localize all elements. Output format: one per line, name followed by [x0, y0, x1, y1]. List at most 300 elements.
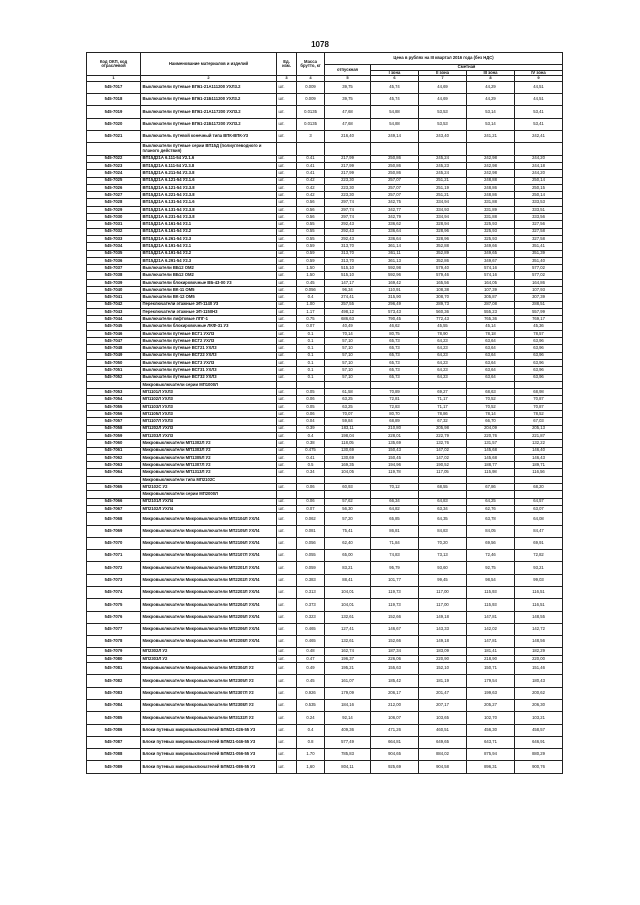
mass-cell: 1.17 [297, 308, 325, 315]
table-row [87, 712, 563, 724]
zone-1-price-cell: 54,88 [371, 118, 419, 130]
table-row [87, 574, 563, 586]
zone-1-price-cell: 46,62 [371, 323, 419, 330]
zone-3-price-cell: 53,14 [467, 118, 515, 130]
release-price-cell: 57,62 [325, 498, 371, 505]
mass-cell: 0.34 [297, 469, 325, 476]
release-price-cell: 57,20 [325, 513, 371, 525]
item-code-cell: 545-7088 [87, 749, 141, 761]
zone-4-price-cell: 53,41 [515, 118, 563, 130]
unit-cell: шт. [277, 761, 297, 773]
table-row [87, 81, 563, 93]
zone-4-price-cell: 44,51 [515, 81, 563, 93]
zone-2-price-cell: 251,21 [419, 177, 467, 184]
release-price-cell: 313,70 [325, 250, 371, 257]
zone-3-price-cell: 331,88 [467, 199, 515, 206]
mass-cell: 0.41 [297, 170, 325, 177]
release-price-cell: 57,10 [325, 352, 371, 359]
table-row [87, 761, 563, 773]
zone-4-price-cell: 93,21 [515, 562, 563, 574]
table-row [87, 389, 563, 396]
release-price-cell: 130,69 [325, 447, 371, 454]
unit-cell: шт. [277, 323, 297, 330]
release-price-cell: 92,14 [325, 712, 371, 724]
header-code: Код ОКП, код отраслевой [87, 53, 141, 76]
table-row [87, 403, 563, 410]
item-code-cell: 545-7048 [87, 345, 141, 352]
table-row [87, 749, 563, 761]
table-row [87, 562, 563, 574]
mass-cell: 0.49 [297, 663, 325, 675]
zone-4-price-cell: 78,52 [515, 411, 563, 418]
release-price-cell: 39,75 [325, 81, 371, 93]
zone-3-price-cell: 92,75 [467, 562, 515, 574]
zone-1-price-cell: 80,75 [371, 330, 419, 337]
zone-1-price-cell: 74,83 [371, 550, 419, 562]
unit-cell: шт. [277, 403, 297, 410]
release-price-cell: 274,41 [325, 294, 371, 301]
table-row [87, 184, 563, 191]
mass-cell: 0.45 [297, 279, 325, 286]
zone-1-price-cell: 106,07 [371, 712, 419, 724]
mass-cell: 0.313 [297, 586, 325, 598]
zone-4-price-cell [515, 381, 563, 388]
zone-1-price-cell: 664,81 [371, 736, 419, 748]
item-name-cell: ВП15Д21А 6.221-54 У2.3.8 [141, 192, 277, 199]
zone-3-price-cell: 220,76 [467, 432, 515, 439]
zone-2-price-cell: 884,02 [419, 749, 467, 761]
table-row [87, 265, 563, 272]
item-name-cell: Выключатели путевые ВСГ3 УХЛ3 [141, 359, 277, 366]
zone-1-price-cell: 226,06 [371, 655, 419, 662]
release-price-cell: 130,69 [325, 454, 371, 461]
release-price-cell: 65,00 [325, 550, 371, 562]
release-price-cell: 104,05 [325, 469, 371, 476]
zone-4-price-cell: 577,02 [515, 272, 563, 279]
zone-2-price-cell: 334,93 [419, 206, 467, 213]
table-row [87, 250, 563, 257]
zone-2-price-cell: 147,02 [419, 447, 467, 454]
mass-cell [297, 381, 325, 388]
item-name-cell: Выключатели путевые ВСГ22 УХЛ3 [141, 352, 277, 359]
zone-1-price-cell: 146,67 [371, 623, 419, 635]
table-row [87, 170, 563, 177]
zone-2-price-cell: 207,17 [419, 699, 467, 711]
zone-1-price-cell: 342,79 [371, 214, 419, 221]
item-name-cell: Микровыключатели Микровыключатели МП2208Л УХЛ4 [141, 636, 277, 648]
item-code-cell: 545-7031 [87, 221, 141, 228]
zone-4-price-cell: 63,96 [515, 338, 563, 345]
zone-3-price-cell: 78,14 [467, 411, 515, 418]
unit-cell: шт. [277, 294, 297, 301]
zone-1-price-cell: 210,80 [371, 425, 419, 432]
zone-1-price-cell: 80,70 [371, 411, 419, 418]
unit-cell: шт. [277, 257, 297, 264]
zone-3-price-cell: 218,90 [467, 655, 515, 662]
item-name-cell: Выключатели путевые ВП61-21А117200 УХЛ3.2 [141, 106, 277, 118]
mass-cell: 0.059 [297, 562, 325, 574]
header-price-group: Цена в рублях на III квартал 2016 года (без НДС) [325, 53, 563, 65]
zone-4-price-cell: 351,41 [515, 243, 563, 250]
item-name-cell: Выключатели путевые ВСГ1 УХЛ3 [141, 330, 277, 337]
zone-1-price-cell: 65,73 [371, 367, 419, 374]
zone-1-price-cell: 152,66 [371, 611, 419, 623]
zone-4-price-cell: 182,29 [515, 648, 563, 655]
item-code-cell: 545-7043 [87, 308, 141, 315]
item-code-cell: 545-7063 [87, 462, 141, 469]
unit-cell: шт. [277, 736, 297, 748]
release-price-cell: 515,10 [325, 272, 371, 279]
zone-2-price-cell: 53,53 [419, 118, 467, 130]
zone-1-price-cell: 65,73 [371, 359, 419, 366]
unit-cell: шт. [277, 525, 297, 537]
zone-1-price-cell: 150,43 [371, 447, 419, 454]
item-name-cell: Выключатели блокировочные ЛКФ-31 У3 [141, 323, 277, 330]
table-row [87, 287, 563, 294]
mass-cell: 0.055 [297, 550, 325, 562]
unit-cell: шт. [277, 513, 297, 525]
release-price-cell: 217,99 [325, 162, 371, 169]
mass-cell: 0.323 [297, 611, 325, 623]
release-price-cell: 61,58 [325, 389, 371, 396]
mass-cell: 0.475 [297, 447, 325, 454]
table-row [87, 599, 563, 611]
unit-cell: шт. [277, 177, 297, 184]
zone-2-price-cell: 99,45 [419, 574, 467, 586]
release-price-cell: 223,30 [325, 177, 371, 184]
zone-3-price-cell: 84,05 [467, 525, 515, 537]
item-code-cell: 545-7064 [87, 469, 141, 476]
unit-cell: шт. [277, 184, 297, 191]
mass-cell: 0.0135 [297, 118, 325, 130]
item-code-cell: 545-7024 [87, 170, 141, 177]
zone-2-price-cell: 560,36 [419, 308, 467, 315]
zone-3-price-cell [467, 381, 515, 388]
item-code-cell [87, 143, 141, 155]
unit-cell: шт. [277, 214, 297, 221]
mass-cell: 0.59 [297, 250, 325, 257]
zone-1-price-cell: 150,45 [371, 454, 419, 461]
mass-cell: 1.70 [297, 749, 325, 761]
table-row [87, 367, 563, 374]
item-name-cell: Микровыключатели Микровыключатели МП2202Л УХЛ4 [141, 574, 277, 586]
zone-3-price-cell: 72,46 [467, 550, 515, 562]
zone-1-price-cell: 65,73 [371, 374, 419, 381]
zone-1-price-cell: 257,07 [371, 177, 419, 184]
zone-2-price-cell: 579,40 [419, 265, 467, 272]
zone-3-price-cell [467, 143, 515, 155]
zone-3-price-cell: 331,88 [467, 214, 515, 221]
zone-4-price-cell: 221,87 [515, 432, 563, 439]
zone-1-price-cell: 95,79 [371, 562, 419, 574]
header-estimate-price: Сметная [371, 65, 563, 71]
table-row [87, 425, 563, 432]
mass-cell: 0.1 [297, 330, 325, 337]
item-code-cell [87, 476, 141, 483]
zone-4-price-cell: 107,93 [515, 287, 563, 294]
zone-2-price-cell: 245,23 [419, 162, 467, 169]
header-zone-3: III зона [467, 70, 515, 76]
zone-4-price-cell: 151,46 [515, 663, 563, 675]
zone-4-price-cell: 116,51 [515, 599, 563, 611]
table-row [87, 381, 563, 388]
mass-cell: 0.1 [297, 338, 325, 345]
table-row [87, 330, 563, 337]
zone-4-price-cell: 577,02 [515, 265, 563, 272]
zone-1-price-cell: 68,89 [371, 418, 419, 425]
zone-4-price-cell: 180,43 [515, 675, 563, 687]
mass-cell: 0.535 [297, 699, 325, 711]
zone-4-price-cell: 63,07 [515, 505, 563, 512]
unit-cell: шт. [277, 221, 297, 228]
zone-4-price-cell: 63,96 [515, 367, 563, 374]
item-code-cell: 545-7086 [87, 724, 141, 736]
release-price-cell: 162,74 [325, 648, 371, 655]
zone-1-price-cell: 257,07 [371, 184, 419, 191]
table-row [87, 155, 563, 162]
zone-2-price-cell: 78,86 [419, 411, 467, 418]
table-row [87, 272, 563, 279]
release-price-cell: 183,11 [325, 425, 371, 432]
zone-4-price-cell: 250,14 [515, 192, 563, 199]
table-row [87, 94, 563, 106]
mass-cell: 0.1 [297, 367, 325, 374]
item-code-cell: 545-7084 [87, 699, 141, 711]
zone-2-price-cell: 64,35 [419, 513, 467, 525]
table-header [87, 53, 563, 82]
unit-cell [277, 491, 297, 498]
zone-4-price-cell: 189,71 [515, 462, 563, 469]
item-code-cell: 545-7053 [87, 389, 141, 396]
item-name-cell: МП2101Л УХЛ4 [141, 498, 277, 505]
zone-4-price-cell: 880,29 [515, 749, 563, 761]
item-name-cell: Выключатель путевой конечный типа ВПК-ВПК-У3 [141, 131, 277, 143]
mass-cell: 0.056 [297, 287, 325, 294]
zone-4-price-cell: 103,21 [515, 712, 563, 724]
item-code-cell: 545-7021 [87, 131, 141, 143]
item-code-cell: 545-7070 [87, 537, 141, 549]
table-row [87, 243, 563, 250]
item-name-cell: Микровыключатели серии МП2000Л [141, 491, 277, 498]
zone-1-price-cell: 101,77 [371, 574, 419, 586]
zone-1-price-cell: 249,14 [371, 131, 419, 143]
unit-cell: шт. [277, 206, 297, 213]
unit-cell: шт. [277, 155, 297, 162]
table-row [87, 352, 563, 359]
release-price-cell: 57,10 [325, 367, 371, 374]
table-row [87, 447, 563, 454]
item-name-cell: Микровыключатели МП1307Л У2 [141, 462, 277, 469]
zone-1-price-cell: 45,74 [371, 94, 419, 106]
unit-cell: шт. [277, 272, 297, 279]
item-name-cell: Микровыключатели МП1303Л У2 [141, 447, 277, 454]
item-code-cell: 545-7039 [87, 279, 141, 286]
zone-4-price-cell: 220,00 [515, 655, 563, 662]
release-price-cell: 297,74 [325, 214, 371, 221]
item-name-cell: ВП15Д21А 6.121-54 У2.3.8 [141, 184, 277, 191]
unit-cell: шт. [277, 599, 297, 611]
zone-4-price-cell: 244,20 [515, 170, 563, 177]
zone-4-price-cell: 99,03 [515, 574, 563, 586]
zone-2-price-cell [419, 143, 467, 155]
zone-4-price-cell: 333,53 [515, 199, 563, 206]
zone-1-price-cell: 194,96 [371, 462, 419, 469]
item-code-cell: 545-7068 [87, 513, 141, 525]
item-code-cell: 545-7026 [87, 184, 141, 191]
item-code-cell: 545-7059 [87, 432, 141, 439]
table-row [87, 199, 563, 206]
release-price-cell: 47,68 [325, 106, 371, 118]
zone-3-price-cell: 115,93 [467, 599, 515, 611]
release-price-cell: 59,84 [325, 418, 371, 425]
unit-cell: шт. [277, 611, 297, 623]
zone-2-price-cell [419, 491, 467, 498]
zone-3-price-cell: 248,86 [467, 192, 515, 199]
zone-2-price-cell: 64,23 [419, 359, 467, 366]
zone-2-price-cell: 352,89 [419, 250, 467, 257]
zone-3-price-cell: 63,78 [467, 513, 515, 525]
table-row [87, 498, 563, 505]
zone-3-price-cell: 204,09 [467, 425, 515, 432]
zone-3-price-cell: 63,64 [467, 352, 515, 359]
item-name-cell: МП1101Л УХЛ3 [141, 389, 277, 396]
item-code-cell: 545-7069 [87, 525, 141, 537]
item-name-cell: Выключатели путевые ВП61-21Б111200 УХЛ3.2 [141, 94, 277, 106]
table-row [87, 454, 563, 461]
zone-4-price-cell: 142,72 [515, 623, 563, 635]
unit-cell: шт. [277, 724, 297, 736]
release-price-cell: 70,07 [325, 411, 371, 418]
unit-cell: шт. [277, 462, 297, 469]
mass-cell: 0.56 [297, 214, 325, 221]
zone-2-price-cell: 64,23 [419, 338, 467, 345]
release-price-cell: 313,70 [325, 257, 371, 264]
zone-2-price-cell: 181,19 [419, 675, 467, 687]
release-price-cell: 292,43 [325, 228, 371, 235]
zone-3-price-cell: 643,71 [467, 736, 515, 748]
zone-3-price-cell: 67,86 [467, 484, 515, 491]
zone-1-price-cell: 257,07 [371, 192, 419, 199]
item-name-cell: Выключатели путевые ВСГ31 УХЛ3 [141, 367, 277, 374]
table-row [87, 162, 563, 169]
item-code-cell: 545-7077 [87, 623, 141, 635]
zone-2-price-cell: 70,20 [419, 537, 467, 549]
price-table [86, 52, 563, 774]
zone-4-price-cell: 146,43 [515, 454, 563, 461]
zone-4-price-cell: 116,56 [515, 469, 563, 476]
table-row [87, 491, 563, 498]
item-name-cell: МП2303Л У2 [141, 655, 277, 662]
item-name-cell: Выключатели путевые ВСГ21 УХЛ3 [141, 345, 277, 352]
release-price-cell: 804,11 [325, 761, 371, 773]
mass-cell: 0.4 [297, 724, 325, 736]
item-code-cell: 545-7041 [87, 294, 141, 301]
release-price-cell: 57,10 [325, 359, 371, 366]
item-name-cell: ВП15Д21А 6.131-54 У2.1.6 [141, 199, 277, 206]
item-name-cell: Микровыключатели Микровыключатели МП2304Л У2 [141, 663, 277, 675]
zone-4-price-cell: 327,58 [515, 235, 563, 242]
zone-1-price-cell: 72,83 [371, 403, 419, 410]
zone-3-price-cell: 147,81 [467, 636, 515, 648]
item-name-cell: Выключатели ВК-11 ОМ5 [141, 287, 277, 294]
zone-2-price-cell: 67,32 [419, 418, 467, 425]
item-code-cell [87, 381, 141, 388]
zone-2-price-cell: 328,96 [419, 235, 467, 242]
release-price-cell: 169,35 [325, 462, 371, 469]
release-price-cell: 292,43 [325, 221, 371, 228]
zone-1-price-cell: 336,64 [371, 235, 419, 242]
table-row [87, 586, 563, 598]
mass-cell: 0.38 [297, 440, 325, 447]
mass-cell: 0.4 [297, 294, 325, 301]
zone-4-price-cell: 250,15 [515, 184, 563, 191]
zone-1-price-cell: 296,49 [371, 301, 419, 308]
unit-cell: шт. [277, 712, 297, 724]
item-name-cell: Выключатели путевые ВСГ32 УХЛ3 [141, 374, 277, 381]
zone-3-price-cell: 66,70 [467, 418, 515, 425]
release-price-cell: 118,05 [325, 440, 371, 447]
mass-cell: 0.1 [297, 345, 325, 352]
column-number: 9 [515, 76, 563, 81]
table-row [87, 636, 563, 648]
item-name-cell: ВП15Д21А 6.131-54 У2.3.8 [141, 206, 277, 213]
table-row [87, 345, 563, 352]
zone-4-price-cell: 206,30 [515, 699, 563, 711]
unit-cell: шт. [277, 586, 297, 598]
mass-cell: 1.00 [297, 301, 325, 308]
unit-cell: шт. [277, 663, 297, 675]
zone-2-price-cell: 45,55 [419, 323, 467, 330]
item-code-cell: 545-7038 [87, 272, 141, 279]
item-code-cell: 545-7042 [87, 301, 141, 308]
item-name-cell: Микровыключатели Микровыключатели МП2205Л УХЛ4 [141, 611, 277, 623]
zone-1-price-cell: 361,13 [371, 257, 419, 264]
zone-2-price-cell: 84,83 [419, 525, 467, 537]
zone-3-price-cell: 142,02 [467, 623, 515, 635]
unit-cell: шт. [277, 243, 297, 250]
unit-cell: шт. [277, 396, 297, 403]
zone-1-price-cell: 72,81 [371, 396, 419, 403]
zone-3-price-cell: 242,98 [467, 170, 515, 177]
zone-1-price-cell: 70,89 [371, 389, 419, 396]
zone-2-price-cell [419, 476, 467, 483]
unit-cell: шт. [277, 505, 297, 512]
zone-2-price-cell: 44,69 [419, 81, 467, 93]
unit-cell: шт. [277, 192, 297, 199]
item-name-cell: ВП15Д21А 6.291-54 У2.3 [141, 257, 277, 264]
zone-3-price-cell: 107,39 [467, 287, 515, 294]
header-zone-1: I зона [371, 70, 419, 76]
zone-2-price-cell: 220,90 [419, 655, 467, 662]
zone-4-price-cell [515, 491, 563, 498]
zone-1-price-cell: 65,73 [371, 338, 419, 345]
item-code-cell: 545-7035 [87, 250, 141, 257]
zone-4-price-cell: 63,96 [515, 352, 563, 359]
zone-2-price-cell: 334,94 [419, 214, 467, 221]
zone-3-price-cell: 242,98 [467, 162, 515, 169]
zone-1-price-cell: 54,88 [371, 106, 419, 118]
zone-1-price-cell: 119,78 [371, 469, 419, 476]
zone-3-price-cell: 331,89 [467, 206, 515, 213]
item-name-cell: Микровыключатели Микровыключатели МП2104Л УХЛ4 [141, 513, 277, 525]
item-name-cell: Микровыключатели Микровыключатели МП2201Л УХЛ4 [141, 562, 277, 574]
zone-1-price-cell: 361,14 [371, 243, 419, 250]
table-row [87, 106, 563, 118]
unit-cell: шт. [277, 687, 297, 699]
unit-cell: шт. [277, 418, 297, 425]
zone-1-price-cell: 592,96 [371, 272, 419, 279]
mass-cell: 0.06 [297, 484, 325, 491]
